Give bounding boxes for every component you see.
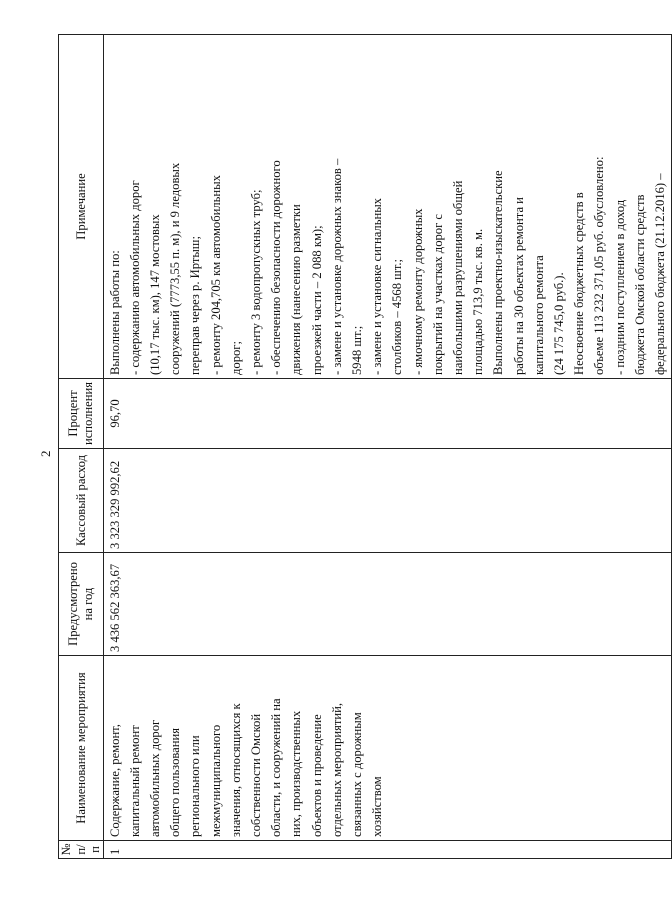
note-text-line: - ямочному ремонту дорожных — [410, 208, 425, 375]
row-spent: 3 323 329 992,62 — [103, 449, 672, 553]
row-number: 1 — [103, 841, 672, 859]
note-text-line: площадью 713,9 тыс. кв. м. — [471, 228, 486, 375]
name-text-line: капитальный ремонт — [127, 725, 142, 837]
name-text-line: общего пользования — [168, 727, 183, 837]
note-text-line: движения (нанесению разметки — [289, 204, 304, 375]
note-text-line: сооружений (7773,55 п. м), и 9 ледовых — [168, 162, 183, 375]
note-text-line: переправ через р. Иртыш; — [188, 235, 203, 375]
header-number: № п/п — [59, 841, 104, 859]
name-text-line: области, и сооружений на — [269, 698, 284, 837]
header-spent: Кассовый расход — [59, 449, 104, 553]
note-text-line: - замене и установке сигнальных — [370, 198, 385, 375]
name-text-line: хозяйством — [370, 776, 385, 837]
page-number: 2 — [38, 450, 53, 457]
row-planned: 3 436 562 363,67 — [103, 553, 672, 656]
note-text-line: объеме 113 232 371,05 руб. обусловлено: — [592, 156, 607, 375]
note-text-line: 5948 шт.; — [349, 325, 364, 375]
note-text-line: - поздним поступлением в доход — [612, 199, 627, 375]
name-text-line: межмуниципального — [208, 724, 223, 837]
note-text-line: наибольшими разрушениями общей — [450, 180, 465, 375]
header-name: Наименование мероприятия — [59, 656, 104, 841]
row-name — [103, 656, 672, 841]
name-text-line: них, производственных — [289, 710, 304, 837]
name-text-line: объектов и проведение — [309, 714, 324, 837]
note-text-line: - ремонту 3 водопропускных труб; — [248, 189, 263, 375]
report-table — [58, 34, 672, 859]
note-text-line: - обеспечению безопасности дорожного — [269, 160, 284, 375]
note-text-line: - ремонту 204,705 км автомобильных — [208, 175, 223, 375]
note-text-line: проезжей части – 2 088 км); — [309, 225, 324, 375]
header-percent: Процент исполнения — [59, 379, 104, 449]
note-text-line: Неосвоение бюджетных средств в — [572, 192, 587, 375]
row-percent: 96,70 — [103, 379, 672, 449]
name-text-line: собственности Омской — [248, 713, 263, 837]
note-text-line: (24 175 745,0 руб.). — [551, 272, 566, 375]
note-text-line: - содержанию автомобильных дорог — [127, 180, 142, 375]
table-header-row — [59, 35, 104, 859]
row-note — [103, 35, 672, 379]
note-text-line: - замене и установке дорожных знаков – — [329, 158, 344, 375]
note-text-line: столбиков – 4568 шт.; — [390, 258, 405, 375]
note-text-line: Выполнены работы по: — [107, 250, 122, 375]
name-text-line: отдельных мероприятий, — [329, 703, 344, 837]
name-text-line: значения, относящихся к — [228, 703, 243, 837]
note-text-line: капитального ремонта — [531, 255, 546, 375]
note-text-line: Выполнены проектно-изыскательские — [491, 170, 506, 375]
note-text-line: работы на 30 объектах ремонта и — [511, 197, 526, 375]
header-note: Примечание — [59, 35, 104, 379]
table-row — [103, 35, 672, 859]
note-text-line: бюджета Омской области средств — [632, 194, 647, 375]
name-text-line: Содержание, ремонт, — [107, 724, 122, 837]
header-planned: Предусмотрено на год — [59, 553, 104, 656]
note-text-line: дорог; — [228, 341, 243, 375]
note-text-line: покрытий на участках дорог с — [430, 213, 445, 375]
name-text-line: регионального или — [188, 735, 203, 837]
note-text-line: федерального бюджета (21.12.2016) – — [652, 173, 667, 375]
name-text-line: связанных с дорожным — [349, 712, 364, 837]
name-text-line: автомобильных дорог — [147, 719, 162, 837]
note-text-line: (10,17 тыс. км), 147 мостовых — [147, 214, 162, 375]
